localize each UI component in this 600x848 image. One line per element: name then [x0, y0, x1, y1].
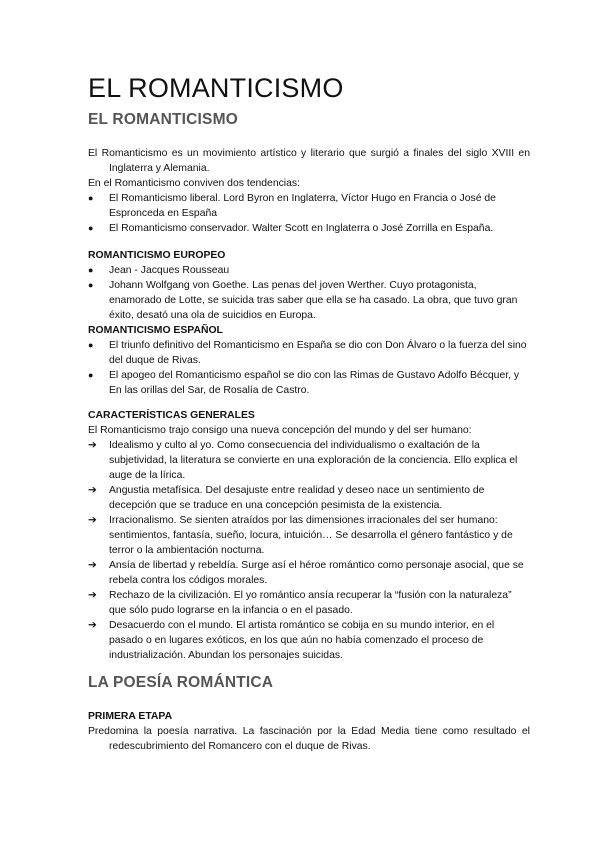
arrow-icon: ➔: [88, 440, 97, 451]
caracteristicas-heading: CARACTERÍSTICAS GENERALES: [88, 410, 255, 421]
list-item: ● El Romanticismo conservador. Walter Scott en Inglaterra o José Zorrilla en España.: [88, 223, 494, 234]
list-item: ● El apogeo del Romanticismo español se dio con las Rimas de Gustavo Adolfo Bécquer, y En las orillas del Sar, de Rosalía de Castro.: [88, 370, 520, 396]
europeo-list: [88, 263, 530, 323]
espanol-list: [88, 338, 530, 398]
caracteristicas-intro: El Romanticismo trajo consigo una nueva concepción del mundo y del ser humano:: [88, 425, 472, 436]
document-title: EL ROMANTICISMO: [88, 73, 344, 103]
caracteristicas-section: [88, 408, 530, 663]
list-item: ● El triunfo definitivo del Romanticismo en España se dio con Don Álvaro o la fuerza del sino del duque de Rivas.: [88, 340, 527, 366]
list-item: ➔ Desacuerdo con el mundo. El artista romántico se cobija en su mundo interior, en el pasado o en lugares exóticos, en los que aún no había comenzado el proceso de industrialización. Abundan los personajes suicidas.: [88, 620, 495, 661]
bullet-icon: ●: [88, 370, 94, 380]
list-item: ● Jean - Jacques Rousseau: [88, 265, 230, 276]
document-subtitle: EL ROMANTICISMO: [88, 111, 238, 128]
list-item: ● Johann Wolfgang von Goethe. Las penas del joven Werther. Cuyo protagonista, enamorado de Lotte, se suicida tras saber que ella se ha casado. La obra, que tuvo gran éxito, desató una ola de suicidios en Europa.: [88, 280, 518, 321]
arrow-icon: ➔: [88, 485, 97, 496]
tendencies-intro: En el Romanticismo conviven dos tendencias:: [88, 178, 300, 189]
list-item: ➔ Ansía de libertad y rebeldía. Surge así el héroe romántico como personaje asocial, que se rebela contra los códigos morales.: [88, 560, 524, 586]
list-item: ➔ Rechazo de la civilización. El yo romántico ansía recuperar la “fusión con la naturaleza” que sólo pudo lograrse en la infancia o en el pasado.: [88, 590, 512, 616]
arrow-icon: ➔: [88, 560, 97, 571]
bullet-icon: ●: [88, 265, 94, 275]
intro-section: [88, 146, 530, 236]
caracteristicas-list: [88, 438, 530, 663]
intro-paragraph: El Romanticismo es un movimiento artístico y literario que surgió a finales del siglo XVIII en Inglaterra y Alemania.: [88, 148, 530, 174]
bullet-icon: ●: [88, 223, 94, 233]
europeo-espanol-section: [88, 248, 530, 398]
tendencies-list: [88, 191, 530, 236]
primera-etapa-heading: PRIMERA ETAPA: [88, 711, 173, 722]
list-item: ➔ Idealismo y culto al yo. Como consecuencia del individualismo o exaltación de la subjetividad, la literatura se convierte en una exploración de la conciencia. Ello explica el auge de la lírica.: [88, 440, 518, 481]
list-item: ● El Romanticismo liberal. Lord Byron en Inglaterra, Víctor Hugo en Francia o José de Espronceda en España: [88, 193, 496, 219]
arrow-icon: ➔: [88, 590, 97, 601]
poesia-heading: LA POESÍA ROMÁNTICA: [88, 674, 274, 691]
primera-etapa-section: [88, 709, 530, 754]
list-item: ➔ Irracionalismo. Se sienten atraídos por las dimensiones irracionales del ser humano: sentimientos, fantasía, sueño, locura, intuición… Se desarrolla el género fantástico y de terror o la ambientación nocturna.: [88, 515, 513, 556]
espanol-heading: ROMANTICISMO ESPAÑOL: [88, 325, 223, 336]
bullet-icon: ●: [88, 340, 94, 350]
bullet-icon: ●: [88, 280, 94, 290]
bullet-icon: ●: [88, 193, 94, 203]
europeo-heading: ROMANTICISMO EUROPEO: [88, 250, 226, 261]
primera-etapa-paragraph: Predomina la poesía narrativa. La fascinación por la Edad Media tiene como resultado el redescubrimiento del Romancero con el duque de Rivas.: [88, 726, 530, 752]
arrow-icon: ➔: [88, 515, 97, 526]
arrow-icon: ➔: [88, 620, 97, 631]
list-item: ➔ Angustia metafísica. Del desajuste entre realidad y deseo nace un sentimiento de decepción que se traduce en una concepción pesimista de la existencia.: [88, 485, 485, 511]
